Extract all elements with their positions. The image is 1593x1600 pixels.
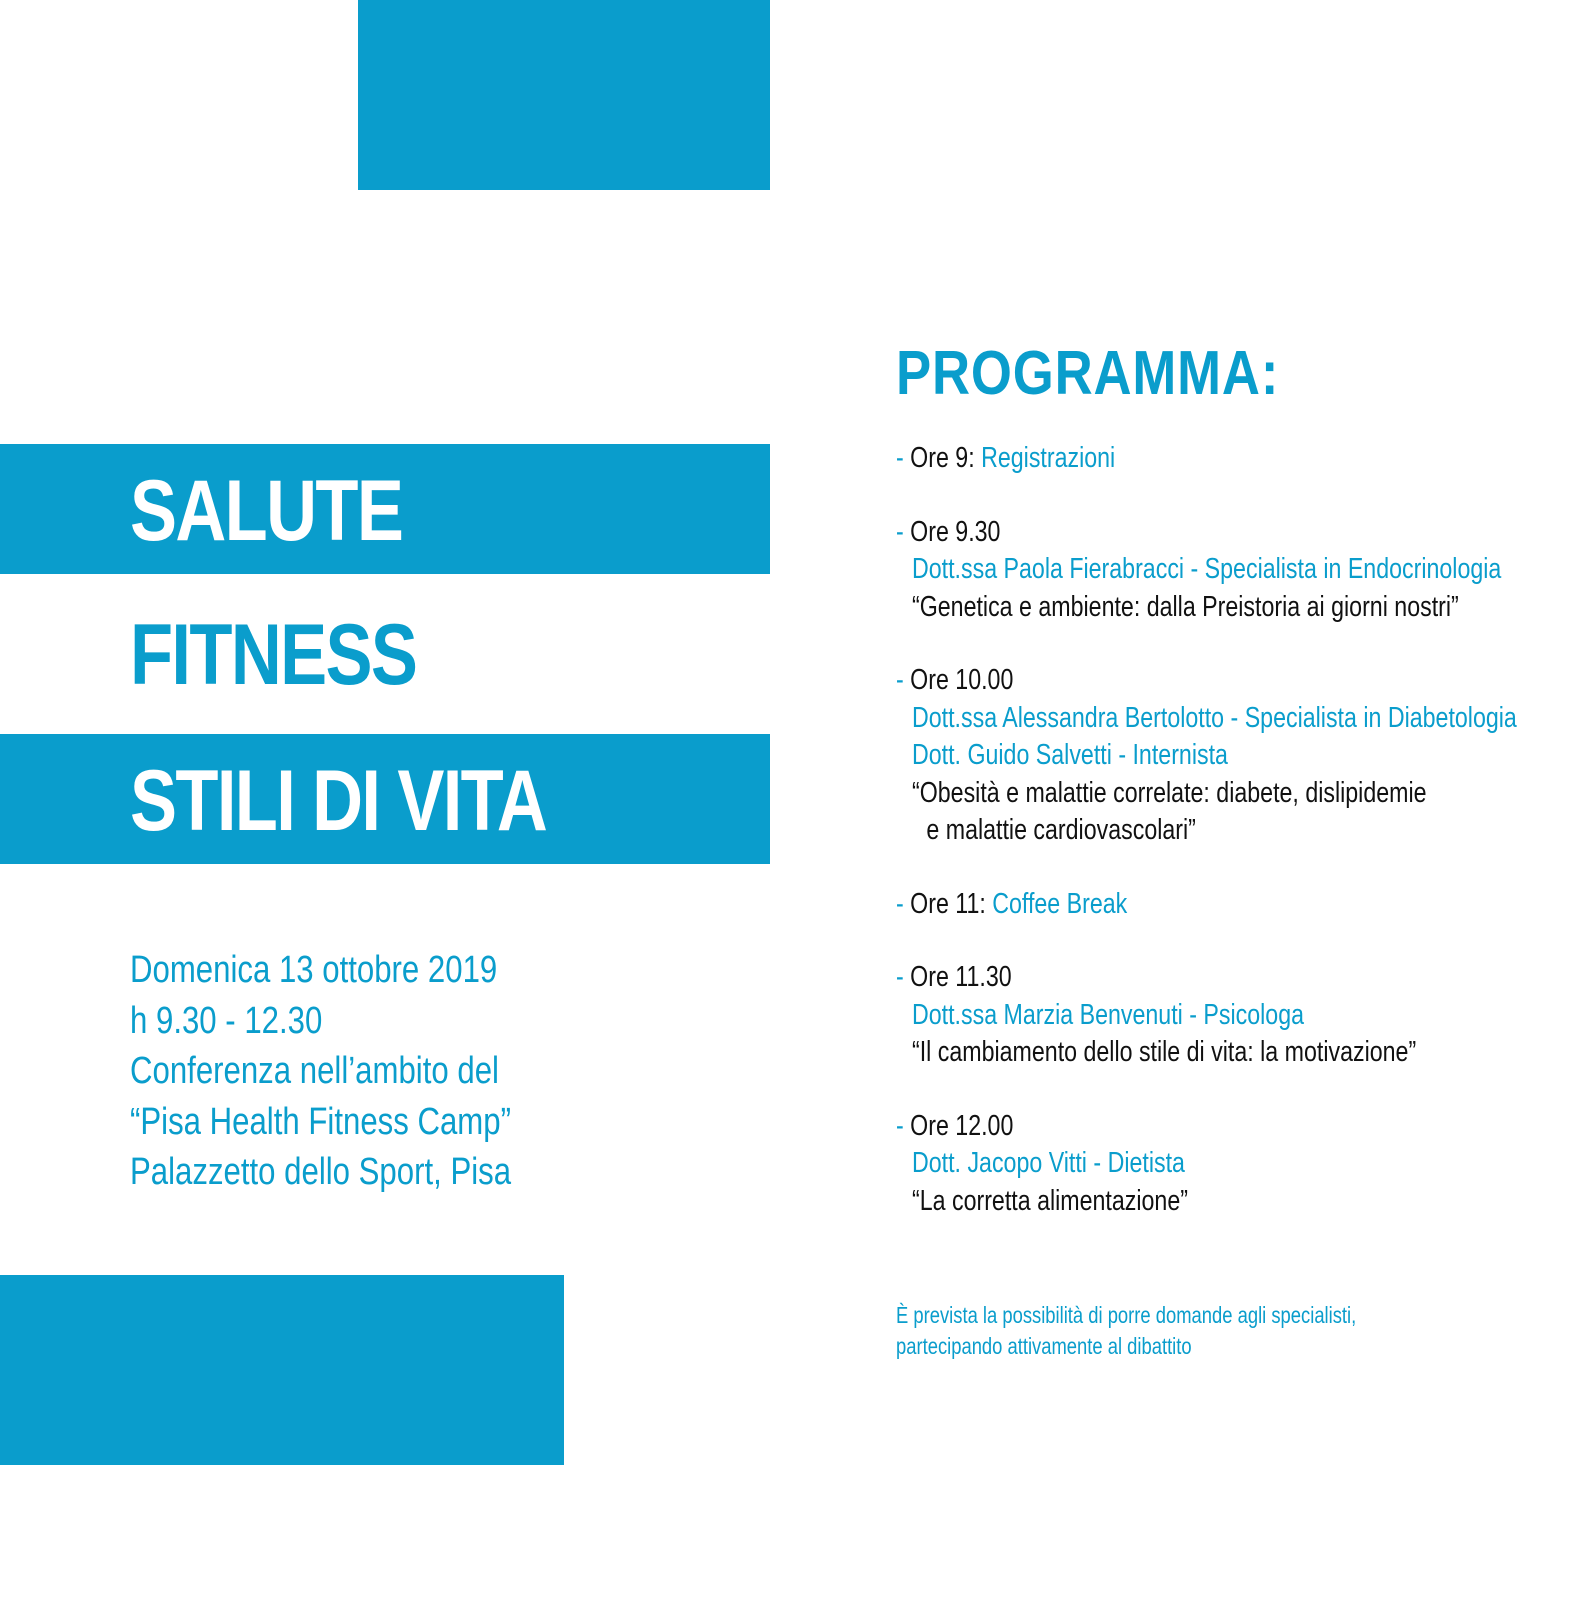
event-date: Domenica 13 ottobre 2019 bbox=[130, 949, 498, 991]
note-line: È prevista la possibilità di porre domande agli specialisti, bbox=[896, 1302, 1357, 1328]
event-venue: Palazzetto dello Sport, Pisa bbox=[130, 1151, 512, 1193]
item-speaker: Dott. Jacopo Vitti - Dietista bbox=[912, 1147, 1185, 1179]
program-item: - Ore 9: Registrazioni bbox=[896, 442, 1116, 474]
item-time: Ore 10.00 bbox=[910, 664, 1014, 696]
item-speaker: Dott. Guido Salvetti - Internista bbox=[912, 739, 1228, 771]
event-time: h 9.30 - 12.30 bbox=[130, 999, 323, 1042]
bottom-blue-block bbox=[0, 1275, 564, 1465]
program-item: - Ore 10.00 Dott.ssa Alessandra Bertolotto - Specialista in Diabetologia Dott. Guido Salvetti - Internista “Obesità e malattie correlate: diabete, dislipidemie e malattie cardiovascolari” bbox=[896, 662, 1517, 850]
program-item: - Ore 11.30 Dott.ssa Marzia Benvenuti - Psicologa “Il cambiamento dello stile di vita: la motivazione” bbox=[896, 959, 1517, 1072]
item-talk: “Genetica e ambiente: dalla Preistoria ai giorni nostri” bbox=[912, 590, 1459, 623]
programma-note bbox=[896, 1300, 1356, 1362]
title-fitness: FITNESS bbox=[130, 607, 417, 703]
item-time: Ore 11.30 bbox=[910, 961, 1012, 993]
item-time: Ore 11: bbox=[910, 887, 986, 920]
title-salute: SALUTE bbox=[130, 463, 403, 559]
item-time: Ore 9: bbox=[910, 442, 975, 474]
item-label: Registrazioni bbox=[981, 442, 1116, 474]
program-item: - Ore 12.00 Dott. Jacopo Vitti - Dietista “La corretta alimentazione” bbox=[896, 1108, 1517, 1221]
program-item: - Ore 9.30 Dott.ssa Paola Fierabracci - Specialista in Endocrinologia “Genetica e ambiente: dalla Preistoria ai giorni nostri” bbox=[896, 514, 1517, 627]
programma-list bbox=[896, 440, 1517, 1256]
item-time: Ore 12.00 bbox=[910, 1109, 1014, 1142]
item-talk: “La corretta alimentazione” bbox=[912, 1184, 1188, 1217]
item-talk: “Obesità e malattie correlate: diabete, dislipidemie bbox=[912, 776, 1427, 809]
note-line: partecipando attivamente al dibattito bbox=[896, 1333, 1192, 1359]
item-speaker: Dott.ssa Marzia Benvenuti - Psicologa bbox=[912, 998, 1304, 1031]
item-speaker: Dott.ssa Paola Fierabracci - Specialista in Endocrinologia bbox=[912, 553, 1502, 585]
event-context: Conferenza nell’ambito del bbox=[130, 1050, 499, 1092]
item-label: Coffee Break bbox=[992, 887, 1128, 920]
program-item: - Ore 11: Coffee Break bbox=[896, 887, 1128, 920]
item-speaker: Dott.ssa Alessandra Bertolotto - Specialista in Diabetologia bbox=[912, 701, 1517, 734]
event-info bbox=[130, 945, 511, 1198]
title-stili-di-vita: STILI DI VITA bbox=[130, 753, 547, 849]
top-blue-block bbox=[358, 0, 770, 190]
item-talk: e malattie cardiovascolari” bbox=[926, 814, 1196, 846]
event-camp: “Pisa Health Fitness Camp” bbox=[130, 1100, 511, 1143]
item-talk: “Il cambiamento dello stile di vita: la motivazione” bbox=[912, 1036, 1417, 1068]
item-time: Ore 9.30 bbox=[910, 515, 1001, 548]
programma-heading: PROGRAMMA: bbox=[896, 339, 1280, 408]
